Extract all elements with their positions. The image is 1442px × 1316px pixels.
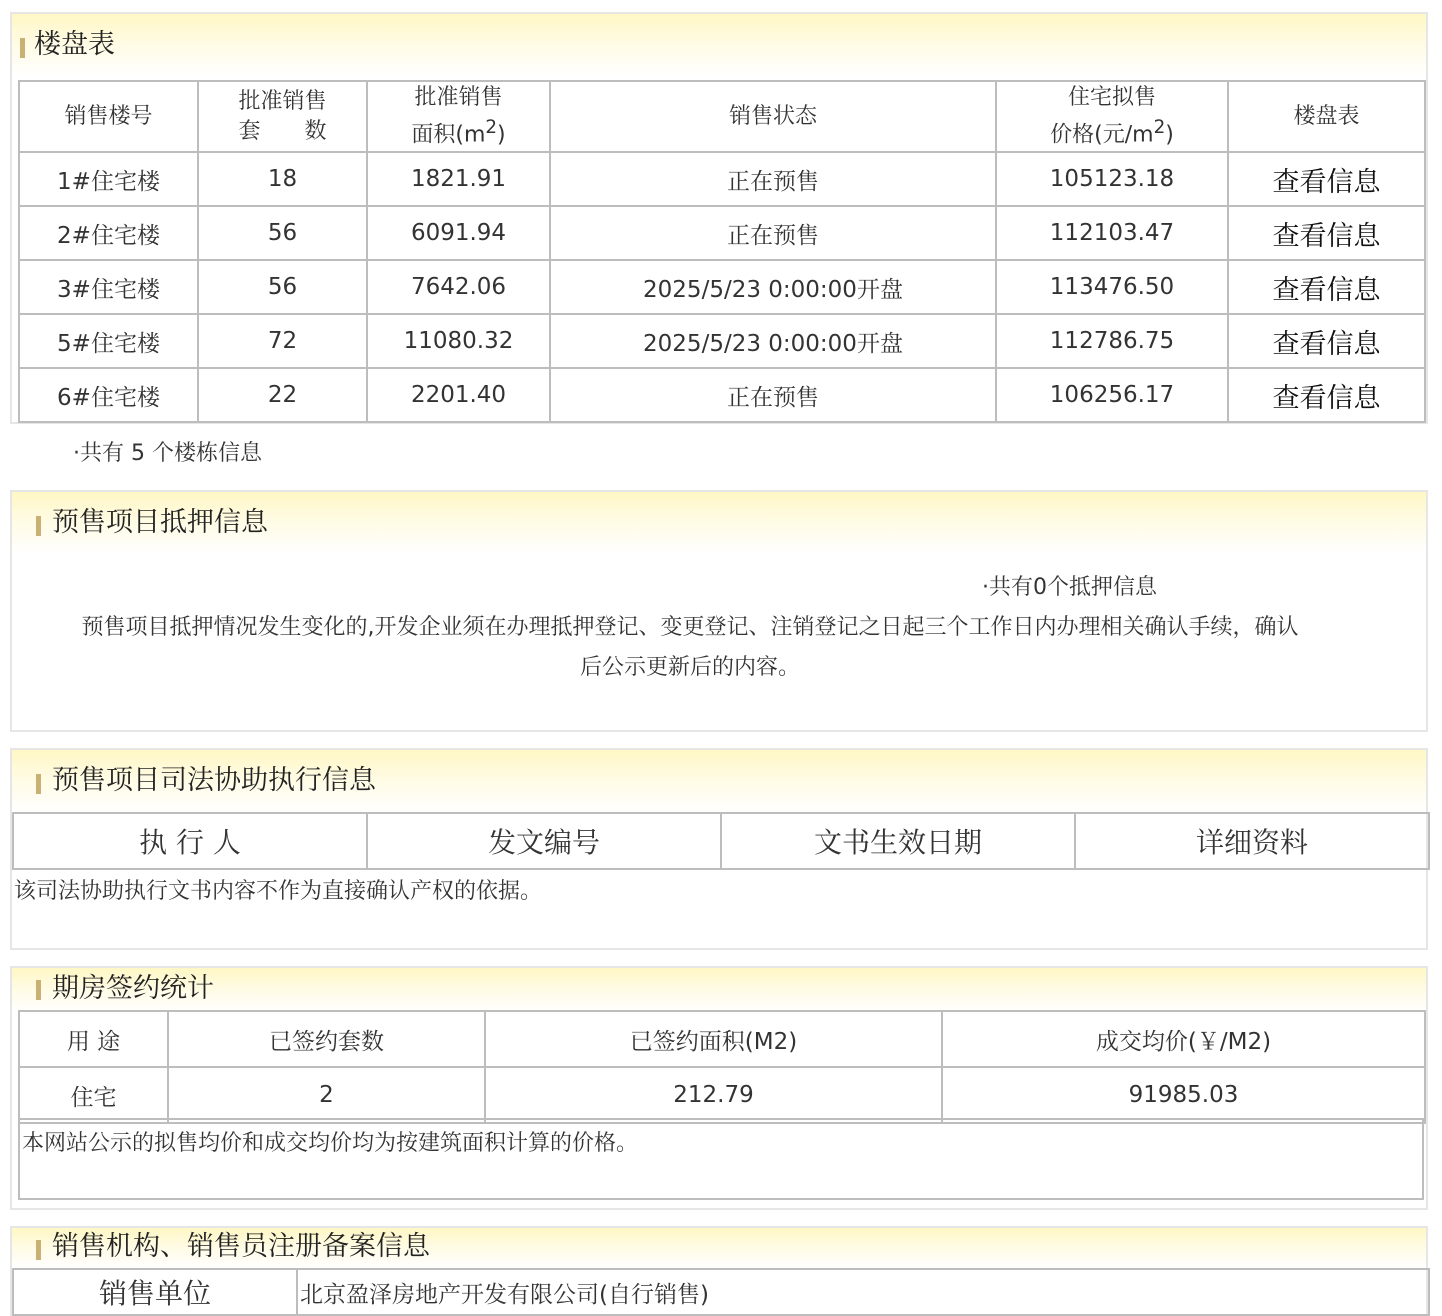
col-approved-area-close: ) — [497, 122, 506, 148]
cell-use: 住宅 — [19, 1067, 168, 1123]
cell-avg-price: 91985.03 — [942, 1067, 1425, 1123]
col-price — [996, 81, 1228, 152]
contract-stats-table — [18, 1010, 1426, 1124]
col-approved-area-sup: 2 — [485, 117, 498, 138]
cell-building: 6#住宅楼 — [19, 368, 198, 422]
table-row — [13, 1269, 1429, 1315]
col-avg-price: 成交均价(￥/M2) — [942, 1011, 1425, 1067]
sales-agency-panel — [10, 1226, 1428, 1316]
cell-area: 6091.94 — [367, 206, 550, 260]
col-doc-number: 发文编号 — [367, 813, 721, 869]
sales-unit-label: 销售单位 — [13, 1269, 297, 1315]
col-approved-area-line2: 面积(m — [411, 122, 486, 148]
col-approved-area — [367, 81, 550, 152]
cell-units: 18 — [198, 152, 367, 206]
cell-price: 112103.47 — [996, 206, 1228, 260]
contract-stats-header — [12, 968, 1426, 1012]
section-bar-icon — [36, 516, 41, 536]
mortgage-note-line1: 预售项目抵押情况发生变化的,开发企业须在办理抵押登记、变更登记、注销登记之日起三个工作日内办理相关确认手续，确认 — [81, 615, 1299, 640]
cell-area: 11080.32 — [367, 314, 550, 368]
judicial-header — [12, 750, 1426, 812]
mortgage-count-text: ·共有0个抵押信息 — [982, 575, 1157, 600]
col-status: 销售状态 — [550, 81, 996, 152]
cell-building: 2#住宅楼 — [19, 206, 198, 260]
contract-stats-note-box — [18, 1118, 1424, 1200]
contract-stats-note: 本网站公示的拟售均价和成交均价均为按建筑面积计算的价格。 — [22, 1131, 639, 1156]
col-detail: 楼盘表 — [1228, 81, 1425, 152]
cell-building: 3#住宅楼 — [19, 260, 198, 314]
cell-signed-units: 2 — [168, 1067, 485, 1123]
col-executor: 执 行 人 — [13, 813, 367, 869]
cell-units: 56 — [198, 206, 367, 260]
view-info-link[interactable]: 查看信息 — [1228, 152, 1425, 206]
mortgage-note — [20, 608, 1360, 688]
view-info-link[interactable]: 查看信息 — [1228, 314, 1425, 368]
table-row — [19, 206, 1425, 260]
col-signed-units: 已签约套数 — [168, 1011, 485, 1067]
col-effective-date: 文书生效日期 — [721, 813, 1075, 869]
section-bar-icon — [36, 980, 41, 1000]
sales-agency-table — [12, 1268, 1430, 1316]
view-info-link[interactable]: 查看信息 — [1228, 368, 1425, 422]
mortgage-header — [12, 492, 1426, 554]
cell-price: 106256.17 — [996, 368, 1228, 422]
cell-price: 113476.50 — [996, 260, 1228, 314]
judicial-header-row — [13, 813, 1429, 869]
table-row — [19, 1067, 1425, 1123]
cell-building: 5#住宅楼 — [19, 314, 198, 368]
col-signed-area: 已签约面积(M2) — [485, 1011, 942, 1067]
view-info-link[interactable]: 查看信息 — [1228, 206, 1425, 260]
col-price-sup: 2 — [1153, 117, 1166, 138]
cell-status: 2025/5/23 0:00:00开盘 — [550, 260, 996, 314]
col-use: 用 途 — [19, 1011, 168, 1067]
cell-status: 正在预售 — [550, 206, 996, 260]
col-approved-units — [198, 81, 367, 152]
mortgage-panel — [10, 490, 1428, 732]
col-approved-area-line1: 批准销售 — [414, 85, 503, 110]
col-price-line1: 住宅拟售 — [1067, 85, 1156, 110]
sales-agency-header — [12, 1228, 1426, 1268]
col-price-line2: 价格(元/m — [1050, 122, 1154, 148]
sales-agency-title: 销售机构、销售员注册备案信息 — [52, 1231, 430, 1262]
section-bar-icon — [20, 38, 25, 58]
col-approved-units-line2: 套 数 — [238, 118, 327, 144]
col-approved-units-line1: 批准销售 — [238, 88, 327, 114]
mortgage-title: 预售项目抵押信息 — [52, 507, 268, 538]
cell-units: 22 — [198, 368, 367, 422]
building-table-title: 楼盘表 — [34, 29, 115, 60]
table-row — [19, 314, 1425, 368]
cell-status: 正在预售 — [550, 152, 996, 206]
col-building-no: 销售楼号 — [19, 81, 198, 152]
judicial-title: 预售项目司法协助执行信息 — [52, 765, 376, 796]
table-row — [19, 260, 1425, 314]
col-details: 详细资料 — [1075, 813, 1429, 869]
cell-units: 56 — [198, 260, 367, 314]
judicial-panel — [10, 748, 1428, 950]
judicial-note: 该司法协助执行文书内容不作为直接确认产权的依据。 — [14, 879, 543, 904]
cell-area: 7642.06 — [367, 260, 550, 314]
cell-signed-area: 212.79 — [485, 1067, 942, 1123]
building-table-header-row — [19, 81, 1425, 152]
building-table-header — [12, 14, 1426, 76]
building-table — [18, 80, 1426, 423]
contract-stats-panel — [10, 966, 1428, 1210]
table-row — [19, 368, 1425, 422]
sales-unit-value: 北京盈泽房地产开发有限公司(自行销售) — [297, 1269, 1429, 1315]
section-bar-icon — [36, 1240, 41, 1260]
cell-units: 72 — [198, 314, 367, 368]
cell-status: 正在预售 — [550, 368, 996, 422]
mortgage-note-line2: 后公示更新后的内容。 — [579, 655, 800, 680]
contract-stats-header-row — [19, 1011, 1425, 1067]
contract-stats-title: 期房签约统计 — [52, 973, 214, 1004]
cell-area: 1821.91 — [367, 152, 550, 206]
building-table-panel — [10, 12, 1428, 424]
view-info-link[interactable]: 查看信息 — [1228, 260, 1425, 314]
cell-area: 2201.40 — [367, 368, 550, 422]
judicial-table — [12, 812, 1430, 870]
cell-price: 112786.75 — [996, 314, 1228, 368]
building-count-text: ·共有 5 个楼栋信息 — [73, 441, 262, 466]
table-row — [19, 152, 1425, 206]
cell-status: 2025/5/23 0:00:00开盘 — [550, 314, 996, 368]
section-bar-icon — [36, 774, 41, 794]
col-price-close: ) — [1165, 122, 1174, 148]
cell-price: 105123.18 — [996, 152, 1228, 206]
cell-building: 1#住宅楼 — [19, 152, 198, 206]
